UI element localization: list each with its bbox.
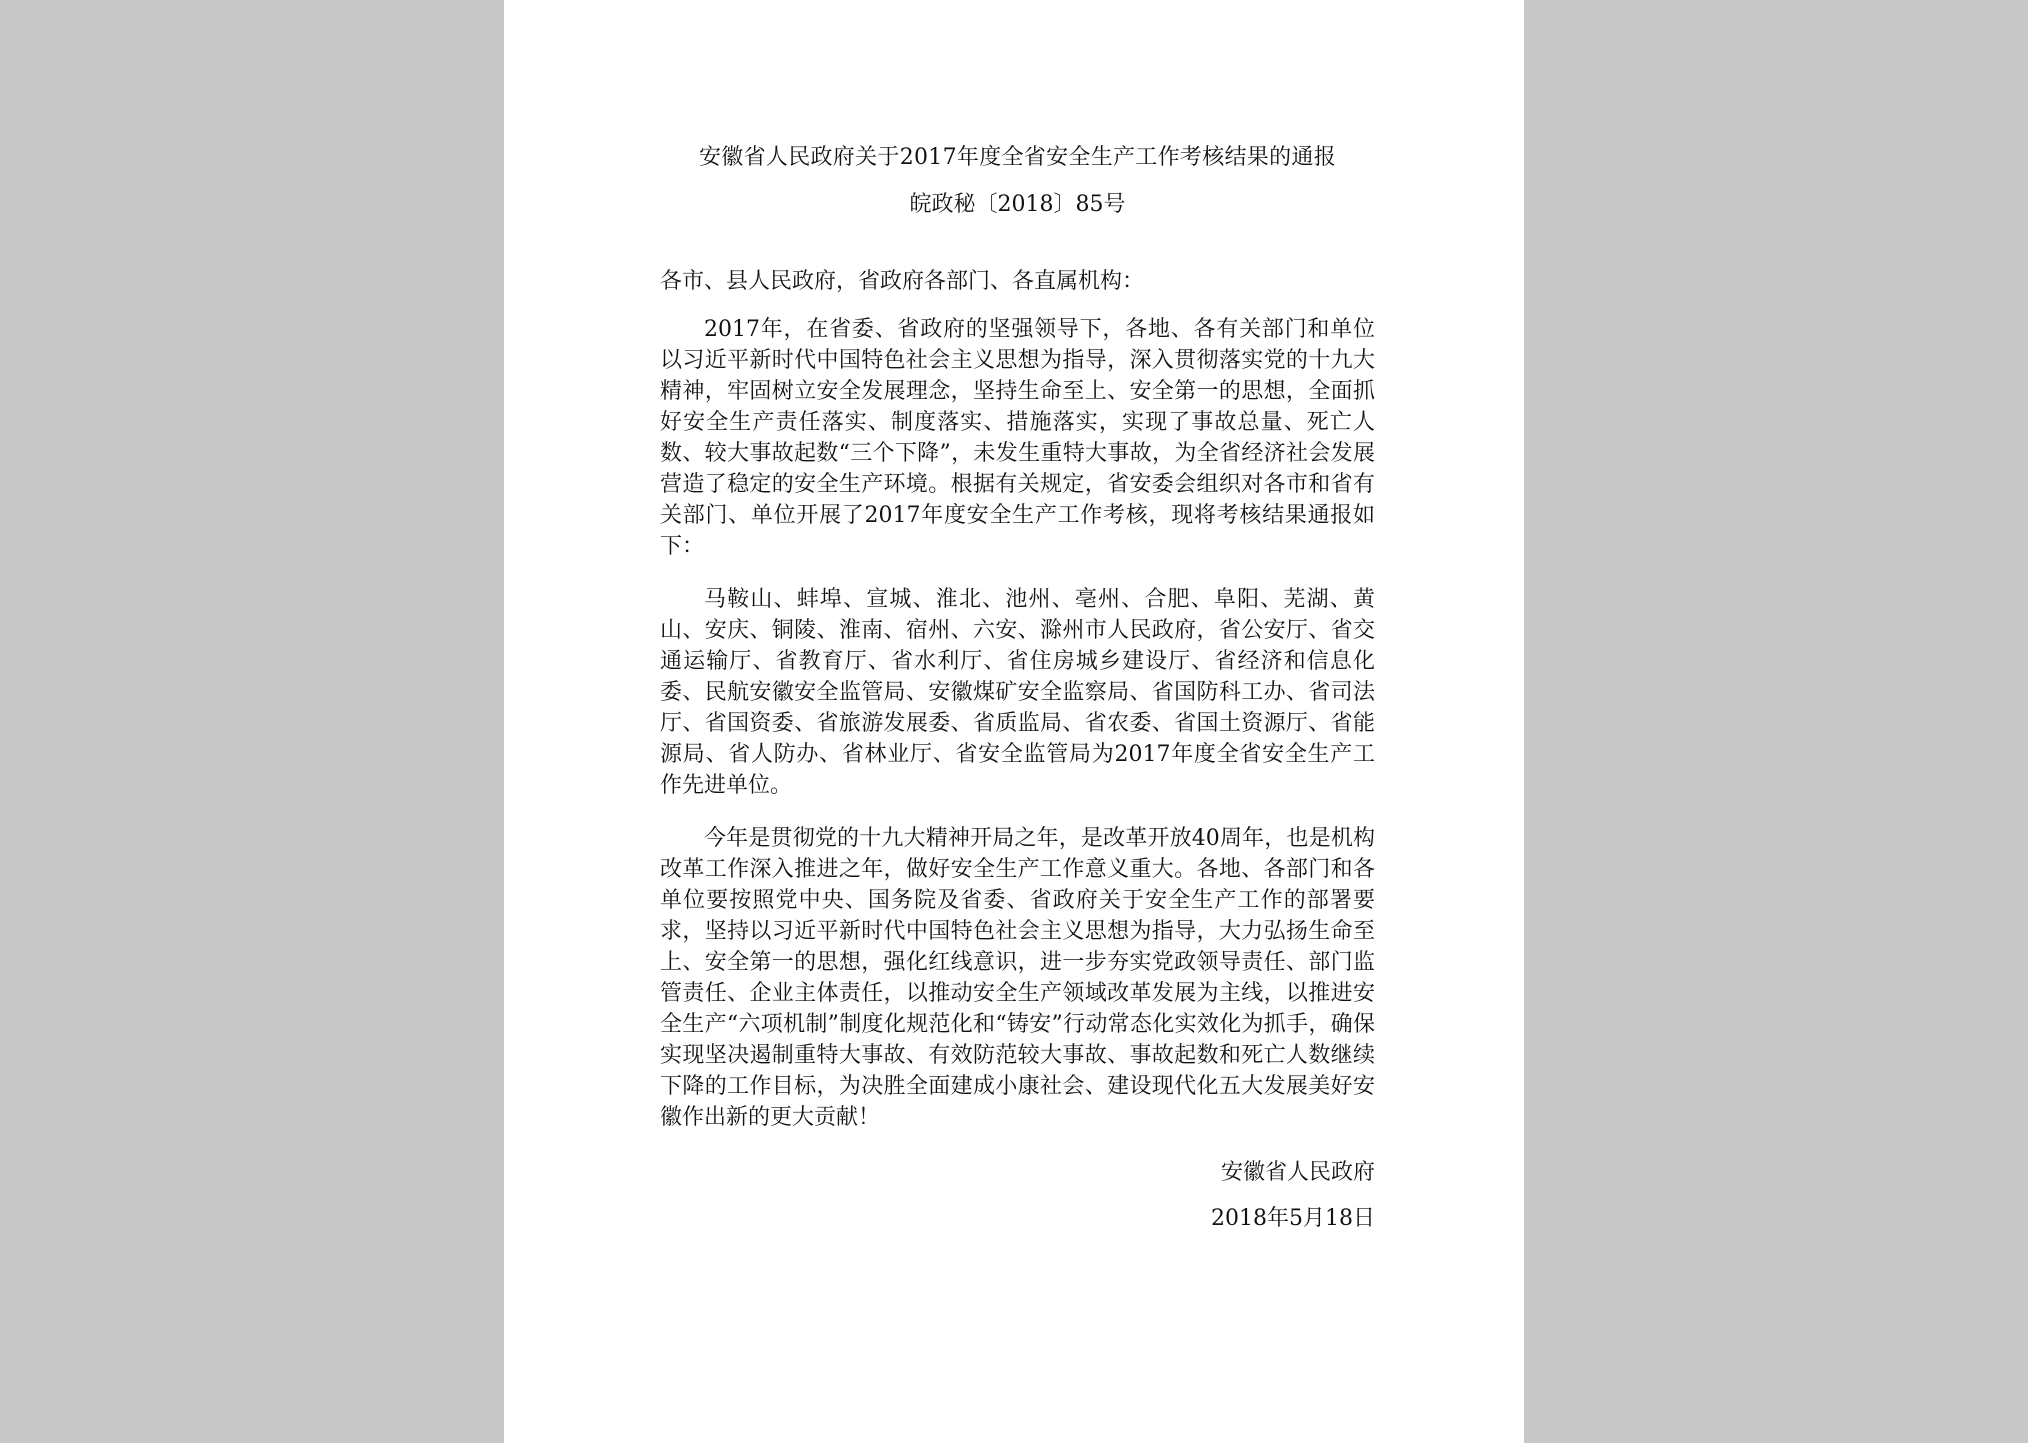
document-number: 皖政秘〔2018〕85号: [909, 192, 1126, 217]
issuer-signature: 安徽省人民政府: [1220, 1160, 1375, 1185]
signature-block: [660, 1155, 1375, 1237]
document-page: [504, 0, 1524, 1443]
paragraph-requirements: 今年是贯彻党的十九大精神开局之年，是改革开放40周年，也是机构改革工作深入推进之年，做好安全生产工作意义重大。各地、各部门和各单位要按照党中央、国务院及省委、省政府关于安全生产工作的部署要求，坚持以习近平新时代中国特色社会主义思想为指导，大力弘扬生命至上、安全第一的思想，强化红线意识，进一步夯实党政领导责任、部门监管责任、企业主体责任，以推动安全生产领域改革发展为主线，以推进安全生产“六项机制”制度化规范化和“铸安”行动常态化实效化为抓手，确保实现坚决遏制重特大事故、有效防范较大事故、事故起数和死亡人数继续下降的工作目标，为决胜全面建成小康社会、建设现代化五大发展美好安徽作出新的更大贡献！: [660, 826, 1375, 1130]
issue-date: 2018年5月18日: [1211, 1206, 1375, 1231]
document-content: [660, 138, 1375, 1237]
document-title: 安徽省人民政府关于2017年度全省安全生产工作考核结果的通报: [699, 145, 1336, 170]
salutation: 各市、县人民政府，省政府各部门、各直属机构：: [660, 269, 1145, 294]
paragraph-advanced-units: 马鞍山、蚌埠、宣城、淮北、池州、亳州、合肥、阜阳、芜湖、黄山、安庆、铜陵、淮南、宿州、六安、滁州市人民政府，省公安厅、省交通运输厅、省教育厅、省水利厅、省住房城乡建设厅、省经济和信息化委、民航安徽安全监管局、安徽煤矿安全监察局、省国防科工办、省司法厅、省国资委、省旅游发展委、省质监局、省农委、省国土资源厅、省能源局、省人防办、省林业厅、省安全监管局为2017年度全省安全生产工作先进单位。: [660, 587, 1375, 798]
paragraph-intro: 2017年，在省委、省政府的坚强领导下，各地、各有关部门和单位以习近平新时代中国特色社会主义思想为指导，深入贯彻落实党的十九大精神，牢固树立安全发展理念，坚持生命至上、安全第一的思想，全面抓好安全生产责任落实、制度落实、措施落实，实现了事故总量、死亡人数、较大事故起数“三个下降”，未发生重特大事故，为全省经济社会发展营造了稳定的安全生产环境。根据有关规定，省安委会组织对各市和省有关部门、单位开展了2017年度安全生产工作考核，现将考核结果通报如下：: [660, 317, 1375, 559]
